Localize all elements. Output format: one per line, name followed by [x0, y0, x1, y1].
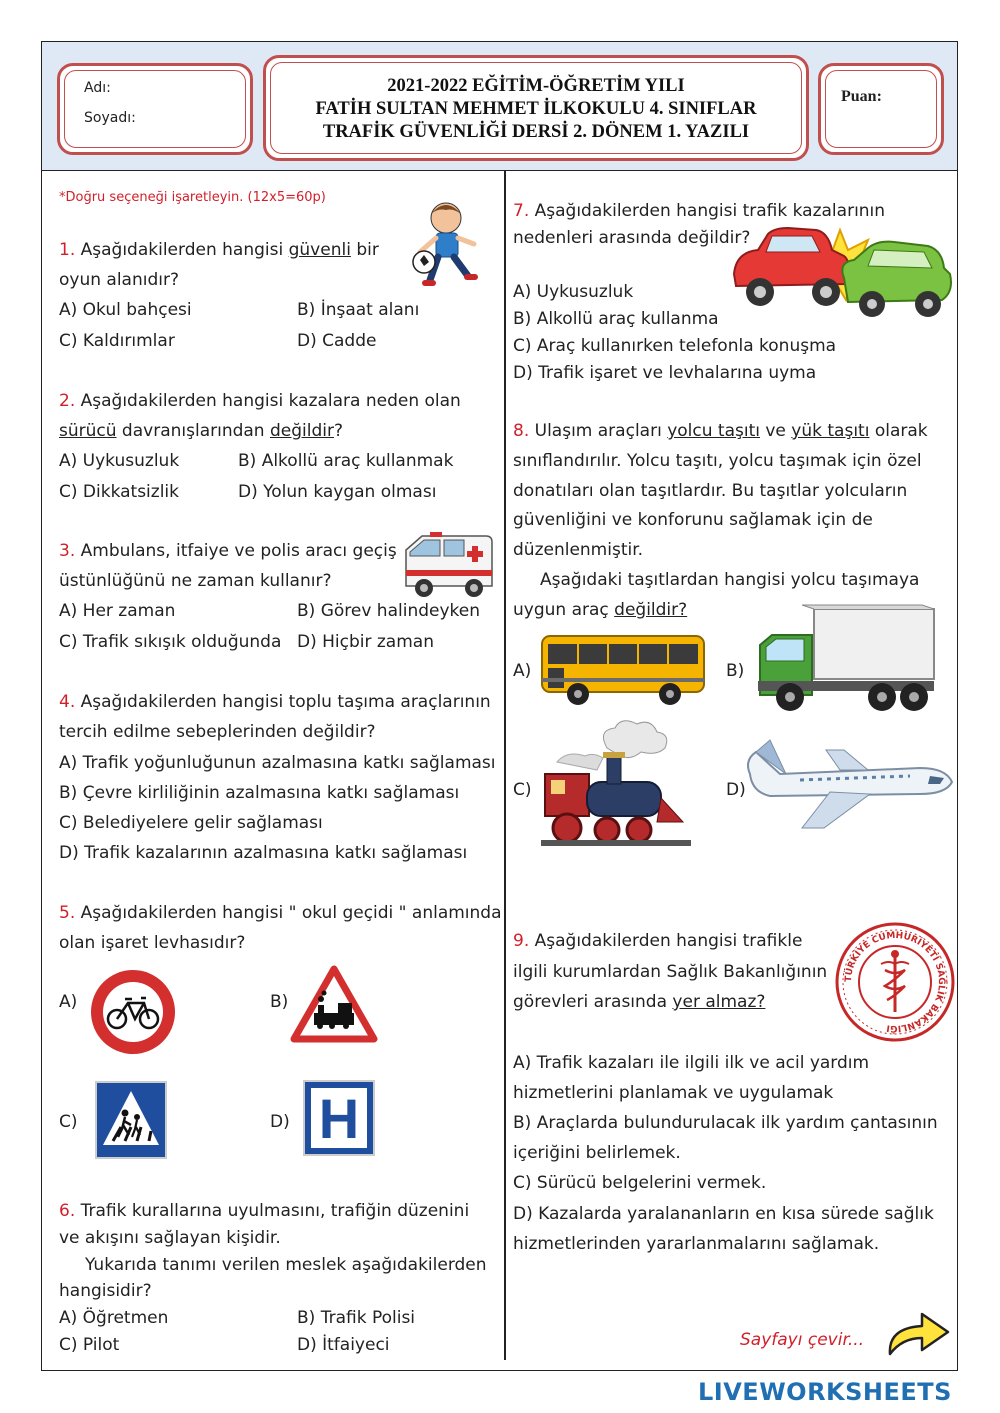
score-box[interactable]	[818, 63, 944, 155]
q7-option-c[interactable]: C) Araç kullanırken telefonla konuşma	[513, 336, 837, 356]
liveworksheets-logo: LIVEWORKSHEETS	[698, 1378, 952, 1406]
q8-option-a-letter[interactable]: A)	[513, 661, 532, 681]
school-crossing-sign-icon[interactable]	[95, 1081, 167, 1159]
instruction: *Doğru seçeneği işaretleyin. (12x5=60p)	[59, 190, 326, 205]
svg-text:TÜRKİYE CUMHURİYETİ SAĞLIK BAK: TÜRKİYE CUMHURİYETİ SAĞLIK BAKANLIĞI	[843, 930, 947, 1034]
q6-text-line-2: ve akışını sağlayan kişidir.	[59, 1228, 281, 1248]
q2-option-c[interactable]: C) Dikkatsizlik	[59, 482, 179, 502]
q2-option-a[interactable]: A) Uykusuzluk	[59, 451, 180, 471]
q3-option-b[interactable]: B) Görev halindeyken	[297, 601, 481, 621]
q8-text-line-7: uygun araç değildir?	[513, 600, 688, 620]
bus-illustration[interactable]	[538, 630, 708, 708]
q1-option-b[interactable]: B) İnşaat alanı	[297, 300, 420, 320]
q6-option-b[interactable]: B) Trafik Polisi	[297, 1308, 416, 1328]
q1-option-a[interactable]: A) Okul bahçesi	[59, 300, 192, 320]
q6-option-d[interactable]: D) İtfaiyeci	[297, 1335, 390, 1355]
q7-text-line-1: 7. Aşağıdakilerden hangisi trafik kazalarının	[513, 201, 886, 221]
q9-option-d-line-2[interactable]: hizmetlerinden yararlanmalarını sağlamak.	[513, 1234, 880, 1254]
q9-option-c[interactable]: C) Sürücü belgelerini vermek.	[513, 1173, 767, 1193]
q8-option-d-letter[interactable]: D)	[726, 780, 746, 800]
name-box[interactable]	[57, 63, 253, 155]
q2-option-b[interactable]: B) Alkollü araç kullanmak	[238, 451, 454, 471]
q8-text-line-3: donatıları olan taşıtlardır. Bu taşıtlar yolcuların	[513, 481, 908, 501]
q5-text-line-1: 5. Aşağıdakilerden hangisi " okul geçidi " anlamında	[59, 903, 502, 923]
q8-text-line-6: Aşağıdaki taşıtlardan hangisi yolcu taşımaya	[540, 570, 920, 590]
q5-option-a-letter[interactable]: A)	[59, 992, 78, 1012]
q6-text-line-4: hangisidir?	[59, 1281, 152, 1301]
title-line-3: TRAFİK GÜVENLİĞİ DERSİ 2. DÖNEM 1. YAZILI	[322, 122, 750, 142]
q6-option-a[interactable]: A) Öğretmen	[59, 1308, 169, 1328]
q3-text-line-1: 3. Ambulans, itfaiye ve polis aracı geçiş	[59, 541, 397, 561]
car-crash-illustration	[728, 222, 954, 322]
q7-text-line-2: nedenleri arasında değildir?	[513, 228, 751, 248]
hospital-sign-letter: H	[318, 1087, 360, 1150]
truck-illustration[interactable]	[752, 605, 938, 717]
q7-option-a[interactable]: A) Uykusuzluk	[513, 282, 634, 302]
steam-train-illustration[interactable]	[537, 722, 693, 854]
column-divider	[504, 170, 506, 1360]
q2-option-d[interactable]: D) Yolun kaygan olması	[238, 482, 437, 502]
surname-label: Soyadı:	[84, 110, 136, 126]
worksheet-header	[42, 42, 957, 171]
q8-text-line-4: güvenliğini ve konforunu sağlamak için de	[513, 510, 873, 530]
q5-option-d-letter[interactable]: D)	[270, 1112, 290, 1132]
q4-option-d[interactable]: D) Trafik kazalarının azalmasına katkı sağlaması	[59, 843, 468, 863]
airplane-illustration[interactable]	[740, 738, 954, 830]
q1-text-line-2: oyun alanıdır?	[59, 270, 179, 290]
q9-option-a-line-1[interactable]: A) Trafik kazaları ile ilgili ilk ve acil yardım	[513, 1053, 870, 1073]
q1-text-line-1: 1. Aşağıdakilerden hangisi güvenli bir	[59, 240, 379, 260]
q6-text-line-3: Yukarıda tanımı verilen meslek aşağıdakilerden	[85, 1255, 487, 1275]
q1-option-c[interactable]: C) Kaldırımlar	[59, 331, 175, 351]
q9-option-d-line-1[interactable]: D) Kazalarda yaralananların en kısa sürede sağlık	[513, 1204, 934, 1224]
ambulance-illustration	[400, 530, 496, 600]
q8-text-line-2: sınıflandırılır. Yolcu taşıtı, yolcu taşımak için özel	[513, 451, 922, 471]
q9-option-b-line-1[interactable]: B) Araçlarda bulundurulacak ilk yardım çantasının	[513, 1113, 938, 1133]
q2-text-line-2: sürücü davranışlarından değildir?	[59, 421, 344, 441]
q8-text-line-5: düzenlenmiştir.	[513, 540, 644, 560]
q4-option-a[interactable]: A) Trafik yoğunluğunun azalmasına katkı sağlaması	[59, 753, 496, 773]
title-line-1: 2021-2022 EĞİTİM-ÖĞRETİM YILI	[387, 76, 685, 96]
hospital-sign-icon[interactable]	[303, 1080, 375, 1156]
q4-option-b[interactable]: B) Çevre kirliliğinin azalmasına katkı sağlaması	[59, 783, 460, 803]
q4-text-line-1: 4. Aşağıdakilerden hangisi toplu taşıma araçlarının	[59, 692, 491, 712]
q6-text-line-1: 6. Trafik kurallarına uyulmasını, trafiğin düzenini	[59, 1201, 470, 1221]
q9-option-a-line-2[interactable]: hizmetlerini planlamak ve uygulamak	[513, 1083, 834, 1103]
turn-page-note: Sayfayı çevir...	[740, 1330, 865, 1350]
q5-option-c-letter[interactable]: C)	[59, 1112, 78, 1132]
title-line-2: FATİH SULTAN MEHMET İLKOKULU 4. SINIFLAR	[315, 99, 757, 119]
railway-crossing-sign-icon[interactable]	[290, 965, 378, 1045]
q4-text-line-2: tercih edilme sebeplerinden değildir?	[59, 722, 376, 742]
q9-option-b-line-2[interactable]: içeriğini belirlemek.	[513, 1143, 681, 1163]
q2-text-line-1: 2. Aşağıdakilerden hangisi kazalara neden olan	[59, 391, 461, 411]
q4-option-c[interactable]: C) Belediyelere gelir sağlaması	[59, 813, 323, 833]
arrow-right-icon	[884, 1308, 952, 1360]
q7-option-d[interactable]: D) Trafik işaret ve levhalarına uyma	[513, 363, 817, 383]
q3-option-c[interactable]: C) Trafik sıkışık olduğunda	[59, 632, 282, 652]
q8-text-line-1: 8. Ulaşım araçları yolcu taşıtı ve yük taşıtı olarak	[513, 421, 928, 441]
no-bicycles-sign-icon[interactable]	[88, 967, 178, 1057]
q3-option-d[interactable]: D) Hiçbir zaman	[297, 632, 434, 652]
q5-text-line-2: olan işaret levhasıdır?	[59, 933, 246, 953]
q1-option-d[interactable]: D) Cadde	[297, 331, 377, 351]
q9-text-line-2: ilgili kurumlardan Sağlık Bakanlığının	[513, 962, 828, 982]
q8-option-b-letter[interactable]: B)	[726, 661, 745, 681]
q9-text-line-1: 9. Aşağıdakilerden hangisi trafikle	[513, 931, 803, 951]
ministry-of-health-seal	[833, 920, 957, 1044]
q5-option-b-letter[interactable]: B)	[270, 992, 289, 1012]
q7-option-b[interactable]: B) Alkollü araç kullanma	[513, 309, 719, 329]
score-label: Puan:	[841, 88, 882, 105]
q3-text-line-2: üstünlüğünü ne zaman kullanır?	[59, 571, 332, 591]
q3-option-a[interactable]: A) Her zaman	[59, 601, 176, 621]
child-playing-football-illustration	[408, 200, 488, 295]
q6-option-c[interactable]: C) Pilot	[59, 1335, 120, 1355]
name-label: Adı:	[84, 80, 111, 96]
q8-option-c-letter[interactable]: C)	[513, 780, 532, 800]
q9-text-line-3: görevleri arasında yer almaz?	[513, 992, 766, 1012]
title-box	[263, 55, 809, 161]
